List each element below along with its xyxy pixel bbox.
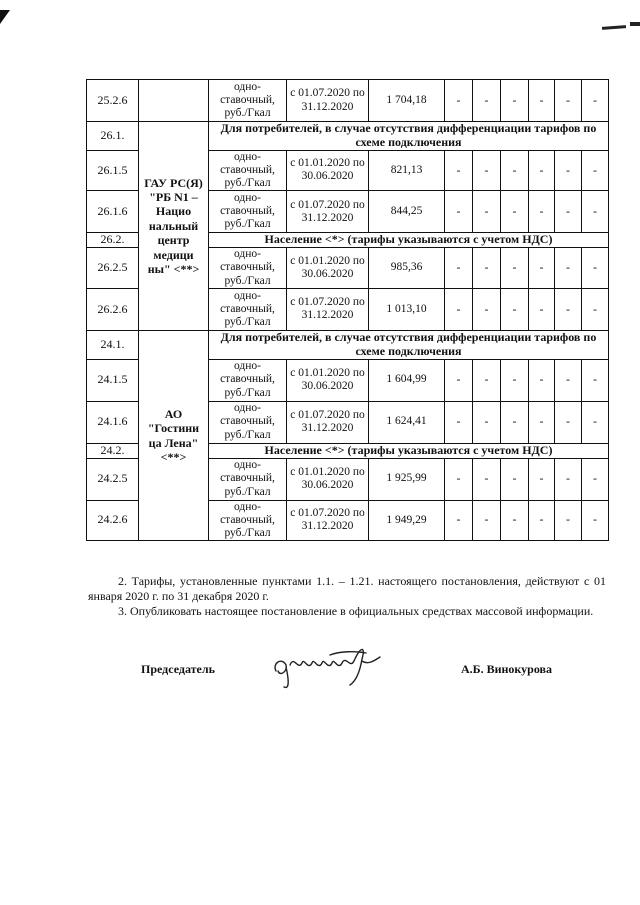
tariff-value: 1 604,99	[369, 359, 445, 401]
row-number: 26.1.5	[87, 150, 139, 191]
tariff-value: 844,25	[369, 191, 445, 233]
rate-type: одно-ставочный, руб./Гкал	[209, 458, 287, 500]
empty-tariff-cell: -	[501, 500, 529, 541]
rate-type: одно-ставочный, руб./Гкал	[209, 500, 287, 541]
empty-tariff-cell: -	[501, 248, 529, 289]
empty-tariff-cell: -	[445, 248, 473, 289]
tariff-period: с 01.01.2020 по 30.06.2020	[287, 458, 369, 500]
empty-tariff-cell: -	[582, 150, 609, 191]
tariff-period: с 01.01.2020 по 30.06.2020	[287, 248, 369, 289]
empty-tariff-cell: -	[445, 458, 473, 500]
empty-tariff-cell: -	[582, 359, 609, 401]
empty-tariff-cell: -	[582, 288, 609, 330]
tariff-value: 985,36	[369, 248, 445, 289]
empty-tariff-cell: -	[529, 359, 555, 401]
row-number: 24.1.	[87, 330, 139, 359]
row-number: 26.2.5	[87, 248, 139, 289]
empty-tariff-cell: -	[529, 80, 555, 122]
tariff-value: 1 704,18	[369, 80, 445, 122]
empty-tariff-cell: -	[582, 458, 609, 500]
tariff-value: 1 624,41	[369, 401, 445, 443]
paragraph-2: 2. Тарифы, установленные пунктами 1.1. – 1.21. настоящего постановления, действуют с 01 января 2020 г. по 31 декабря 2020 г.	[88, 574, 606, 603]
row-number: 26.2.6	[87, 288, 139, 330]
empty-tariff-cell: -	[473, 500, 501, 541]
empty-tariff-cell: -	[445, 150, 473, 191]
empty-tariff-cell: -	[501, 80, 529, 122]
empty-tariff-cell: -	[445, 80, 473, 122]
empty-tariff-cell: -	[582, 191, 609, 233]
organization-cell: АО "Гостини ца Лена" <**>	[139, 330, 209, 540]
paragraph-3: 3. Опубликовать настоящее постановление в официальных средствах массовой информации.	[118, 604, 594, 618]
empty-tariff-cell: -	[555, 359, 582, 401]
rate-type: одно-ставочный, руб./Гкал	[209, 191, 287, 233]
consumer-group-heading: Для потребителей, в случае отсутствия дифференциации тарифов по схеме подключения	[209, 330, 609, 359]
rate-type: одно-ставочный, руб./Гкал	[209, 359, 287, 401]
tariff-period: с 01.01.2020 по 30.06.2020	[287, 150, 369, 191]
empty-tariff-cell: -	[445, 500, 473, 541]
table-row	[87, 80, 609, 122]
tariff-period: с 01.07.2020 по 31.12.2020	[287, 80, 369, 122]
empty-tariff-cell: -	[473, 458, 501, 500]
row-number: 26.1.	[87, 122, 139, 151]
signer-name: А.Б. Винокурова	[461, 662, 553, 676]
empty-tariff-cell: -	[582, 248, 609, 289]
empty-tariff-cell: -	[529, 191, 555, 233]
handwritten-signature	[270, 641, 390, 691]
empty-tariff-cell: -	[445, 288, 473, 330]
row-number: 25.2.6	[87, 80, 139, 122]
tariff-value: 1 925,99	[369, 458, 445, 500]
empty-tariff-cell: -	[555, 401, 582, 443]
tariff-period: с 01.07.2020 по 31.12.2020	[287, 288, 369, 330]
tariff-period: с 01.07.2020 по 31.12.2020	[287, 191, 369, 233]
tariff-table	[86, 79, 609, 541]
empty-tariff-cell: -	[473, 80, 501, 122]
consumer-group-heading: Для потребителей, в случае отсутствия дифференциации тарифов по схеме подключения	[209, 122, 609, 151]
empty-tariff-cell: -	[555, 80, 582, 122]
empty-tariff-cell: -	[501, 150, 529, 191]
consumer-group-heading: Население <*> (тарифы указываются с учетом НДС)	[209, 233, 609, 248]
empty-tariff-cell: -	[501, 401, 529, 443]
empty-tariff-cell: -	[473, 248, 501, 289]
empty-tariff-cell: -	[582, 500, 609, 541]
empty-tariff-cell: -	[555, 150, 582, 191]
row-number: 24.1.6	[87, 401, 139, 443]
row-number: 24.2.	[87, 443, 139, 458]
empty-tariff-cell: -	[582, 401, 609, 443]
tariff-value: 1 949,29	[369, 500, 445, 541]
tariff-period: с 01.07.2020 по 31.12.2020	[287, 401, 369, 443]
empty-tariff-cell: -	[555, 458, 582, 500]
tariff-value: 1 013,10	[369, 288, 445, 330]
empty-tariff-cell: -	[529, 500, 555, 541]
rate-type: одно-ставочный, руб./Гкал	[209, 248, 287, 289]
empty-tariff-cell: -	[501, 191, 529, 233]
empty-tariff-cell: -	[501, 359, 529, 401]
tariff-value: 821,13	[369, 150, 445, 191]
row-number: 24.1.5	[87, 359, 139, 401]
empty-tariff-cell: -	[555, 288, 582, 330]
tariff-period: с 01.01.2020 по 30.06.2020	[287, 359, 369, 401]
empty-tariff-cell: -	[555, 500, 582, 541]
empty-tariff-cell: -	[529, 401, 555, 443]
consumer-group-heading: Население <*> (тарифы указываются с учетом НДС)	[209, 443, 609, 458]
rate-type: одно-ставочный, руб./Гкал	[209, 150, 287, 191]
signer-title: Председатель	[141, 662, 215, 676]
rate-type: одно-ставочный, руб./Гкал	[209, 401, 287, 443]
empty-tariff-cell: -	[445, 359, 473, 401]
row-number: 24.2.5	[87, 458, 139, 500]
empty-tariff-cell: -	[555, 248, 582, 289]
empty-tariff-cell: -	[473, 359, 501, 401]
rate-type: одно-ставочный, руб./Гкал	[209, 288, 287, 330]
empty-tariff-cell: -	[445, 401, 473, 443]
row-number: 26.1.6	[87, 191, 139, 233]
empty-tariff-cell: -	[473, 191, 501, 233]
scan-edge-mark	[602, 25, 626, 30]
empty-tariff-cell: -	[501, 458, 529, 500]
organization-cell	[139, 80, 209, 122]
row-number: 24.2.6	[87, 500, 139, 541]
empty-tariff-cell: -	[529, 150, 555, 191]
table-group-row	[87, 330, 609, 359]
empty-tariff-cell: -	[473, 288, 501, 330]
empty-tariff-cell: -	[555, 191, 582, 233]
empty-tariff-cell: -	[473, 150, 501, 191]
empty-tariff-cell: -	[529, 248, 555, 289]
empty-tariff-cell: -	[529, 458, 555, 500]
tariff-period: с 01.07.2020 по 31.12.2020	[287, 500, 369, 541]
rate-type: одно-ставочный, руб./Гкал	[209, 80, 287, 122]
empty-tariff-cell: -	[582, 80, 609, 122]
empty-tariff-cell: -	[529, 288, 555, 330]
tariff-table-body	[87, 80, 609, 541]
organization-cell: ГАУ РС(Я) "РБ N1 – Нацио нальный центр медици ны" <**>	[139, 122, 209, 331]
empty-tariff-cell: -	[445, 191, 473, 233]
scan-edge-mark	[630, 22, 640, 26]
scan-corner-mark	[0, 10, 10, 24]
row-number: 26.2.	[87, 233, 139, 248]
empty-tariff-cell: -	[473, 401, 501, 443]
table-group-row	[87, 122, 609, 151]
empty-tariff-cell: -	[501, 288, 529, 330]
